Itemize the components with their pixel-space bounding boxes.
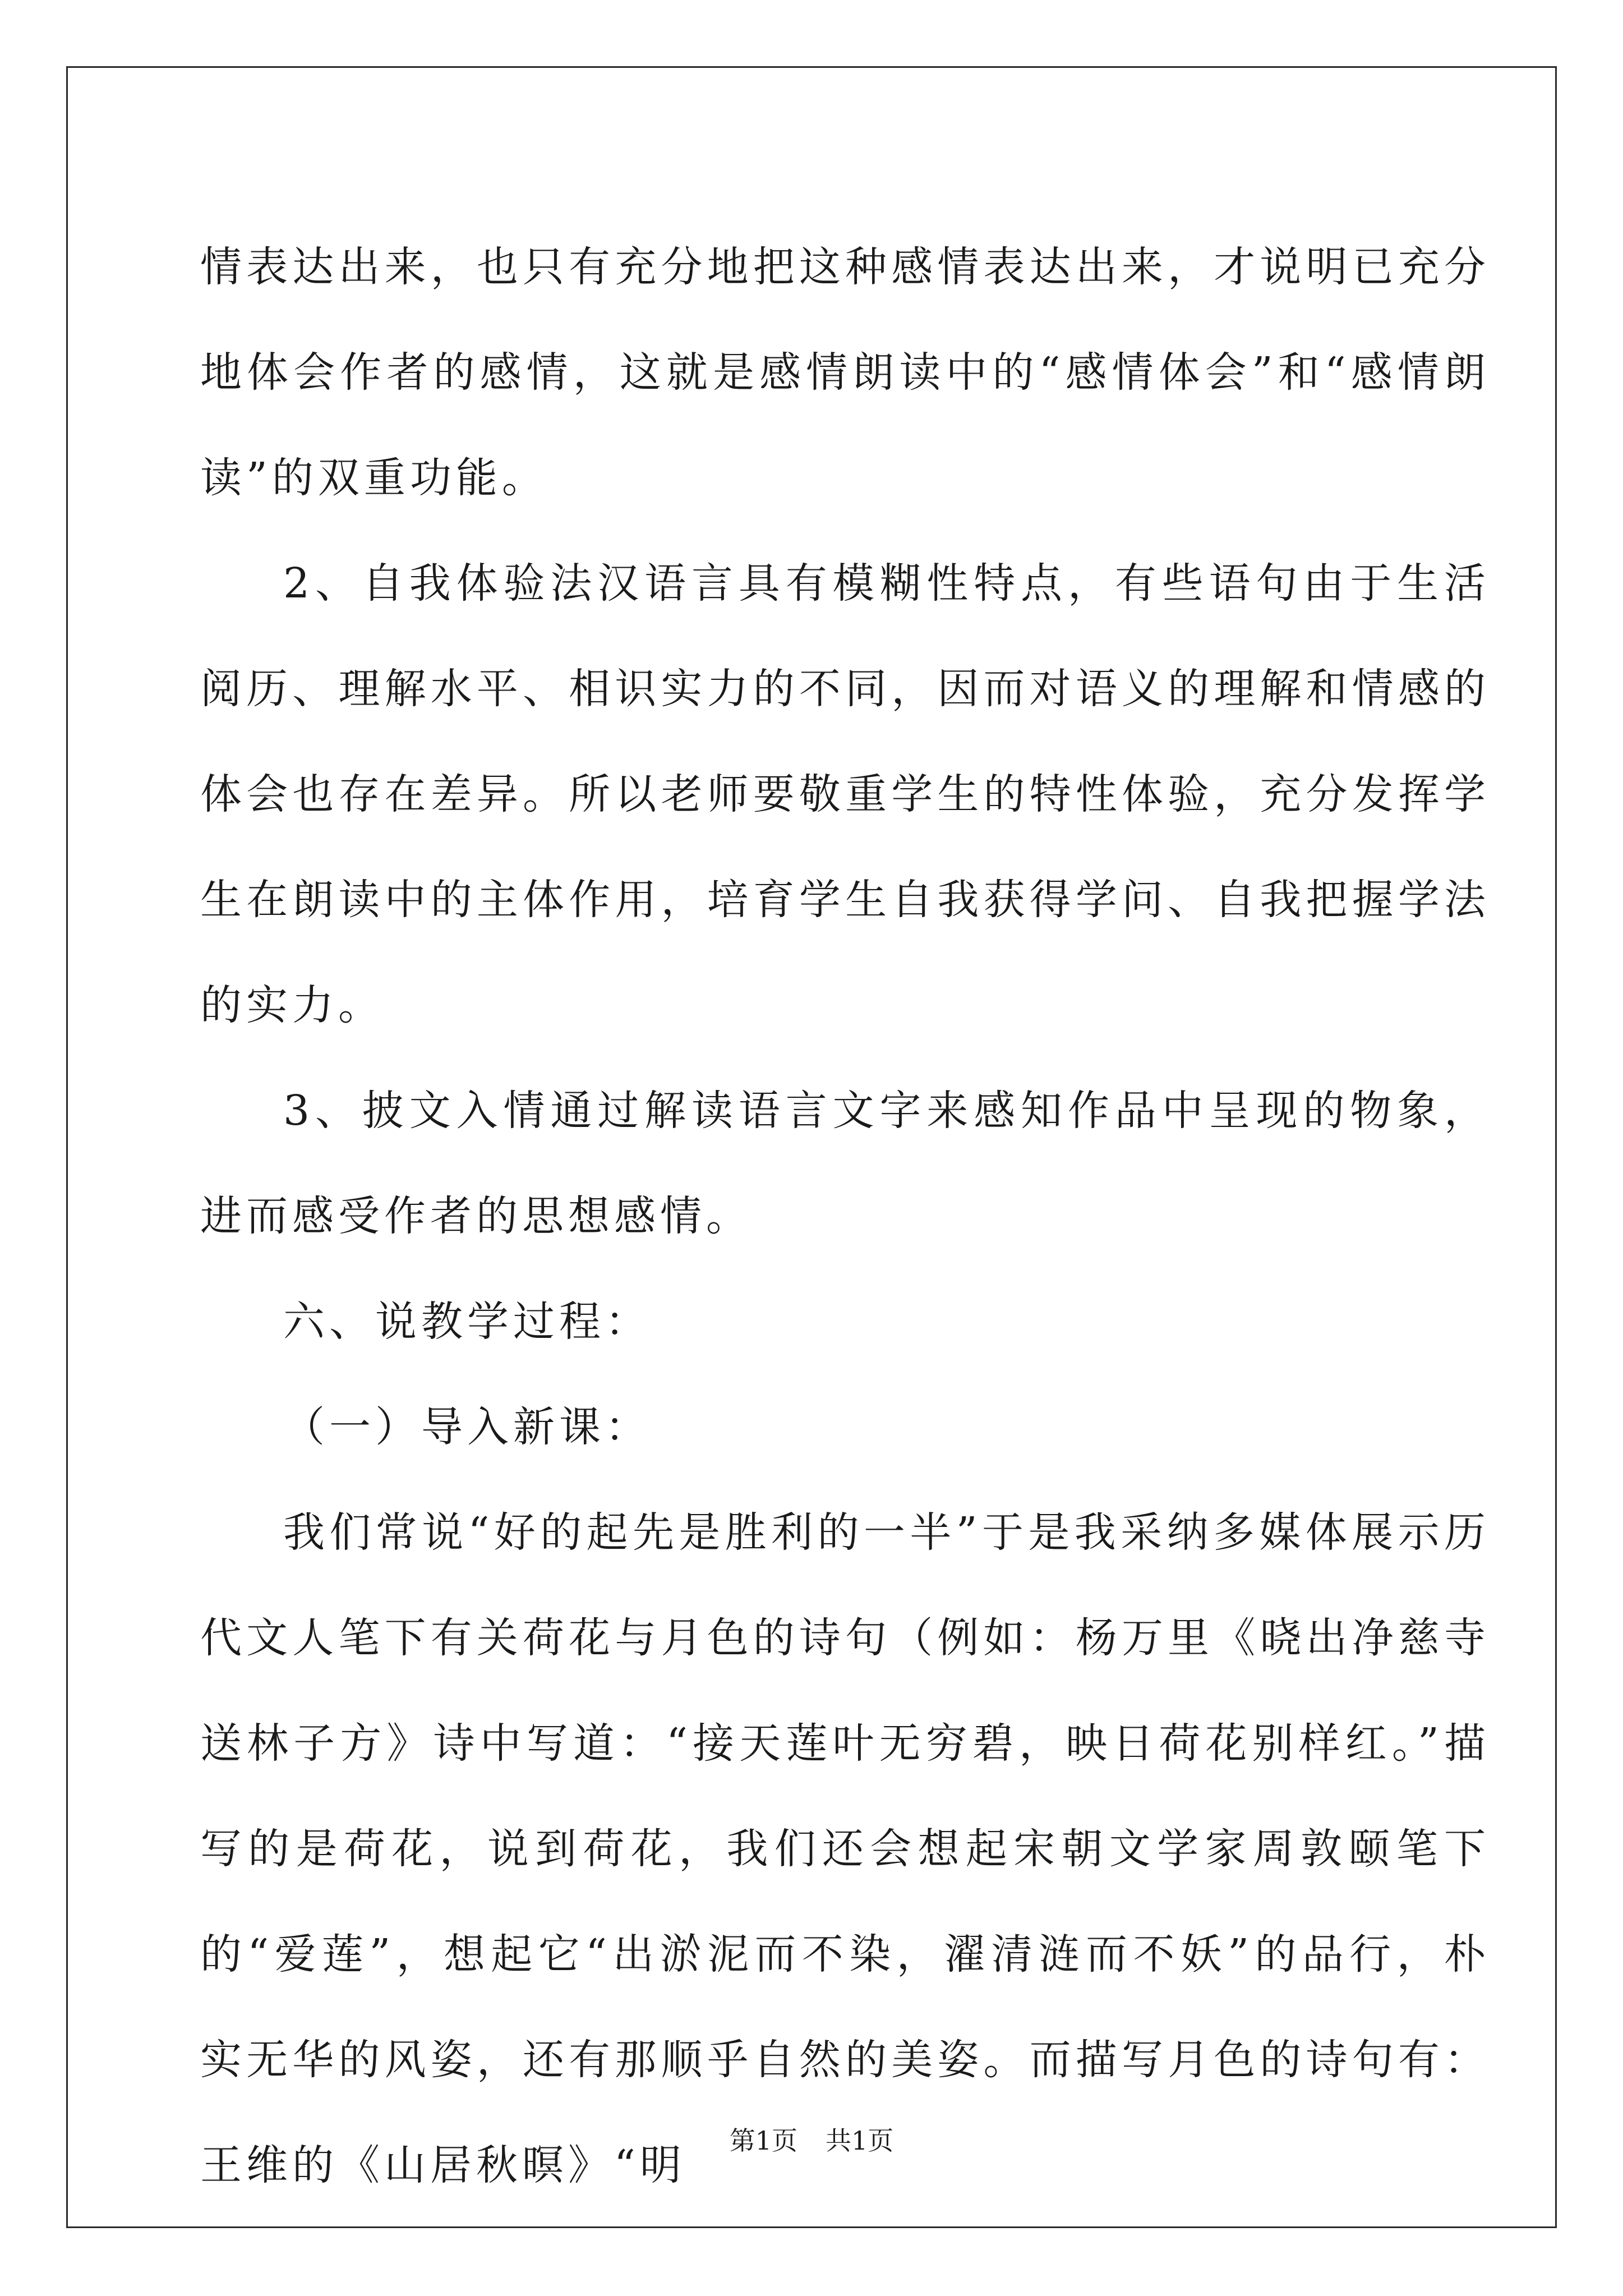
paragraph: 我们常说“好的起先是胜利的一半”于是我采纳多媒体展示历代文人笔下有关荷花与月色的诗句（例如：杨万里《晓出净慈寺送林子方》诗中写道：“接天莲叶无穷碧，映日荷花别样红。”描写的是荷花，说到荷花，我们还会想起宋朝文学家周敦颐笔下的“爱莲”，想起它“出淤泥而不染，濯清涟而不妖”的品行，朴实无华的风姿，还有那顺乎自然的美姿。而描写月色的诗句有：王维的《山居秋暝》“明 [200, 1508, 1490, 2189]
section-heading: 六、说教学过程： [283, 1297, 651, 1346]
page-number: 第1页 [729, 2125, 797, 2156]
paragraph: 2、自我体验法汉语言具有模糊性特点，有些语句由于生活阅历、理解水平、相识实力的不同，因而对语义的理解和情感的体会也存在差异。所以老师要敬重学生的特性体验，充分发挥学生在朗读中的主体作用，培育学生自我获得学问、自我把握学法的实力。 [200, 559, 1490, 1029]
page-footer [0, 2124, 1623, 2157]
paragraph: 3、披文入情通过解读语言文字来感知作品中呈现的物象，进而感受作者的思想感情。 [200, 1087, 1490, 1240]
page-total: 共1页 [826, 2125, 894, 2156]
subsection-heading: （一）导入新课： [283, 1403, 651, 1451]
paragraph: 情表达出来，也只有充分地把这种感情表达出来，才说明已充分地体会作者的感情，这就是感情朗读中的“感情体会”和“感情朗读”的双重功能。 [200, 243, 1490, 502]
document-body [200, 214, 1490, 2218]
